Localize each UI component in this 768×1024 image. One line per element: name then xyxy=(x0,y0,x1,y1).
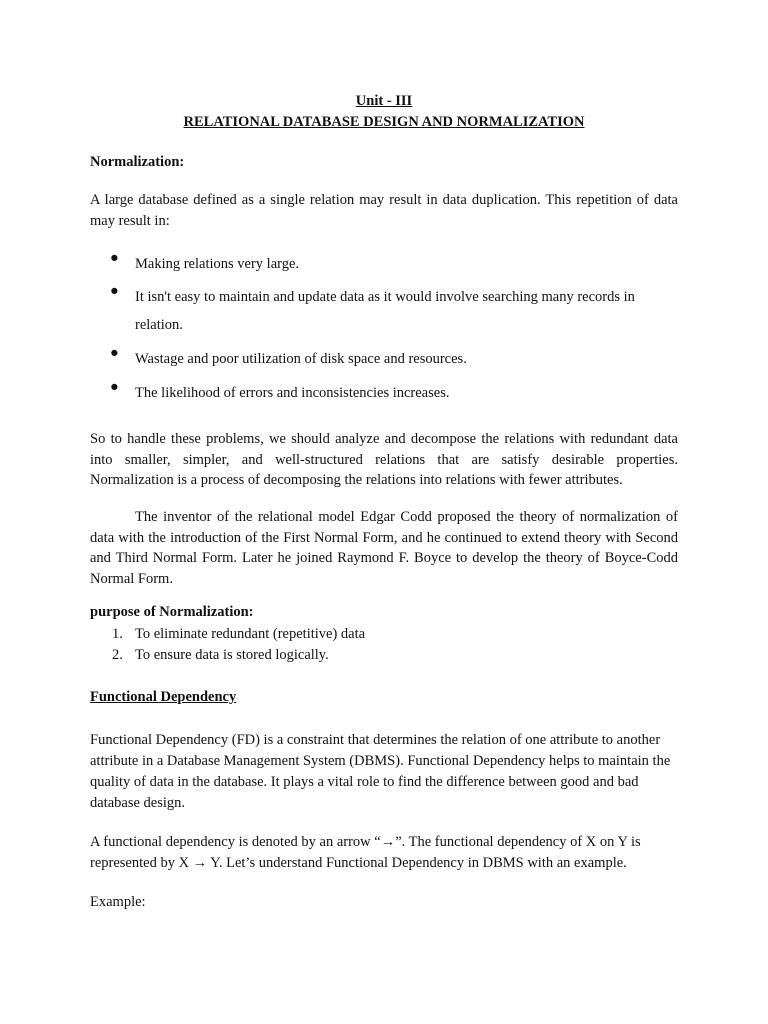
section-heading-normalization: Normalization: xyxy=(90,154,185,170)
document-page xyxy=(90,0,678,1024)
fd-paragraph-2: A functional dependency is denoted by an arrow “→”. The functional dependency of X on Y is represented by X → Y. Let’s understand Functional Dependency in DBMS with an example. xyxy=(90,834,641,871)
list-item-number: 2. xyxy=(112,647,123,663)
normalization-paragraph-2: The inventor of the relational model Edgar Codd proposed the theory of normalization of data with the introduction of the First Normal Form, and he continued to extend theory with Second and Third Normal Form. Later he joined Raymond F. Boyce to develop the theory of Boyce-Codd Normal Form. xyxy=(90,509,678,587)
list-item-text: It isn't easy to maintain and update data as it would involve searching many records in relation. xyxy=(135,289,635,333)
normalization-intro-paragraph: A large database defined as a single relation may result in data duplication. This repetition of data may result in: xyxy=(90,192,678,229)
bullet-icon: ● xyxy=(110,283,119,299)
normalization-paragraph-1: So to handle these problems, we should analyze and decompose the relations with redundant data into smaller, simpler, and well-structured relations that are satisfy desirable properties. Normalization is a process of decomposing the relations into relations with fewer attributes. xyxy=(90,431,678,488)
list-item-text: Making relations very large. xyxy=(135,256,300,272)
fd-paragraph-1: Functional Dependency (FD) is a constraint that determines the relation of one attribute to another attribute in a Database Management System (DBMS). Functional Dependency helps to maintain the quality of data in the database. It plays a vital role to find the difference between good and bad database design. xyxy=(90,732,671,811)
list-item-text: The likelihood of errors and inconsistencies increases. xyxy=(135,385,450,401)
list-item-text: To ensure data is stored logically. xyxy=(135,647,329,663)
document-title: RELATIONAL DATABASE DESIGN AND NORMALIZATION xyxy=(183,114,585,130)
section-heading-functional-dependency: Functional Dependency xyxy=(90,689,237,705)
list-item-text: Wastage and poor utilization of disk space and resources. xyxy=(135,351,467,367)
unit-heading: Unit - III xyxy=(355,93,413,109)
example-label: Example: xyxy=(90,894,146,910)
section-heading-purpose: purpose of Normalization: xyxy=(90,604,254,620)
list-item-text: To eliminate redundant (repetitive) data xyxy=(135,626,366,642)
bullet-icon: ● xyxy=(110,345,119,361)
bullet-icon: ● xyxy=(110,379,119,395)
bullet-icon: ● xyxy=(110,250,119,266)
list-item-number: 1. xyxy=(112,626,123,642)
